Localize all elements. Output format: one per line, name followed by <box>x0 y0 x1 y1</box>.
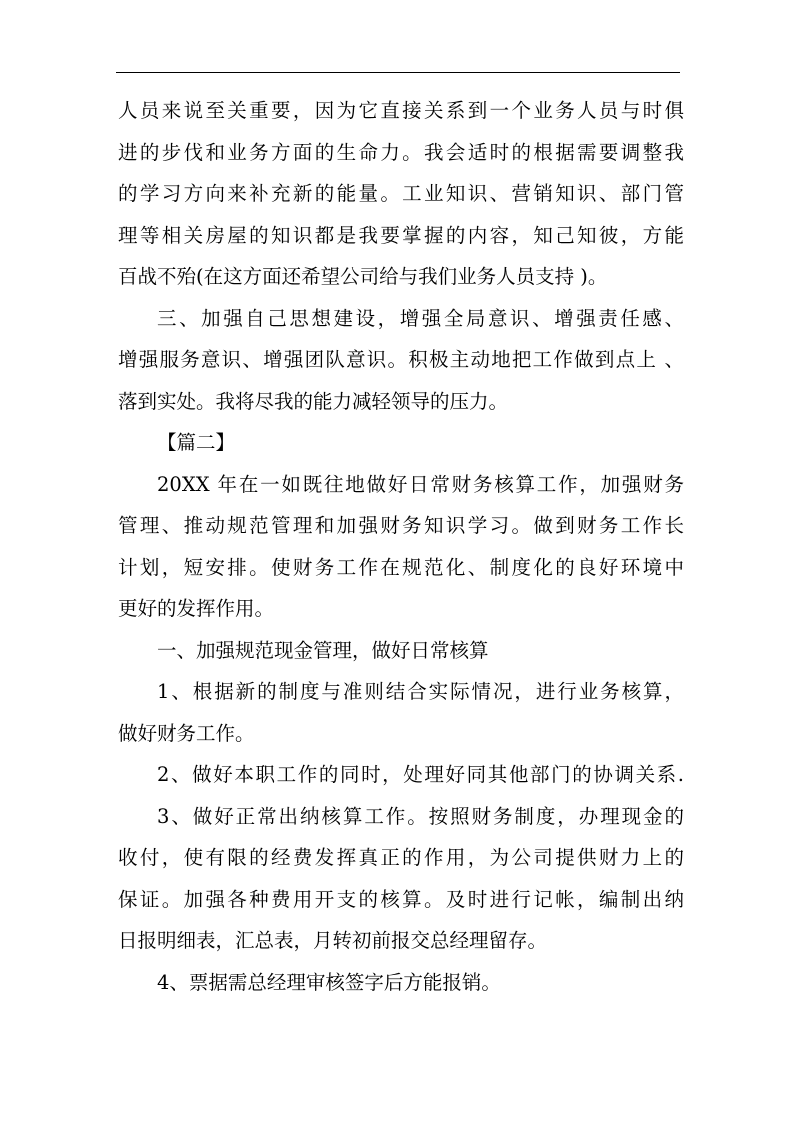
list-item: 1、根据新的制度与准则结合实际情况，进行业务核算， <box>157 680 684 703</box>
body-line: 计划，短安排。使财务工作在规范化、制度化的良好环境中 <box>118 555 684 579</box>
list-item: 2、做好本职工作的同时，处理好同其他部门的协调关系. <box>157 763 684 786</box>
body-line: 保证。加强各种费用开支的核算。及时进行记帐，编制出纳 <box>118 887 684 911</box>
body-line: 管理、推动规范管理和加强财务知识学习。做到财务工作长 <box>118 514 684 537</box>
body-line: 做好财务工作。 <box>118 721 255 745</box>
body-line: 百战不殆(在这方面还希望公司给与我们业务人员支持 )。 <box>118 265 608 288</box>
body-line: 人员来说至关重要，因为它直接关系到一个业务人员与时俱 <box>118 99 684 122</box>
list-item: 3、做好正常出纳核算工作。按照财务制度，办理现金的 <box>157 804 684 828</box>
body-line: 落到实处。我将尽我的能力减轻领导的压力。 <box>118 389 509 413</box>
section-heading: 三、加强自己思想建设，增强全局意识、增强责任感、 <box>157 306 684 330</box>
body-line: 理等相关房屋的知识都是我要掌握的内容，知己知彼，方能 <box>118 223 684 247</box>
body-line: 的学习方向来补充新的能量。工业知识、营销知识、部门管 <box>118 182 684 205</box>
body-line: 进的步伐和业务方面的生命力。我会适时的根据需要调整我 <box>118 140 684 164</box>
body-line: 增强服务意识、增强团队意识。积极主动地把工作做到点上 、 <box>118 348 684 371</box>
header-rule <box>116 72 680 73</box>
section-heading: 一、加强规范现金管理，做好日常核算 <box>157 638 489 662</box>
document-body <box>118 90 684 1003</box>
body-line: 20XX 年在一如既往地做好日常财务核算工作，加强财务 <box>157 472 684 496</box>
body-line: 日报明细表，汇总表，月转初前报交总经理留存。 <box>118 929 548 952</box>
list-item: 4、票据需总经理审核签字后方能报销。 <box>157 970 501 994</box>
body-line: 更好的发挥作用。 <box>118 597 275 620</box>
part-heading: 【篇二】 <box>157 431 236 454</box>
body-line: 收付，使有限的经费发挥真正的作用，为公司提供财力上的 <box>118 846 684 869</box>
